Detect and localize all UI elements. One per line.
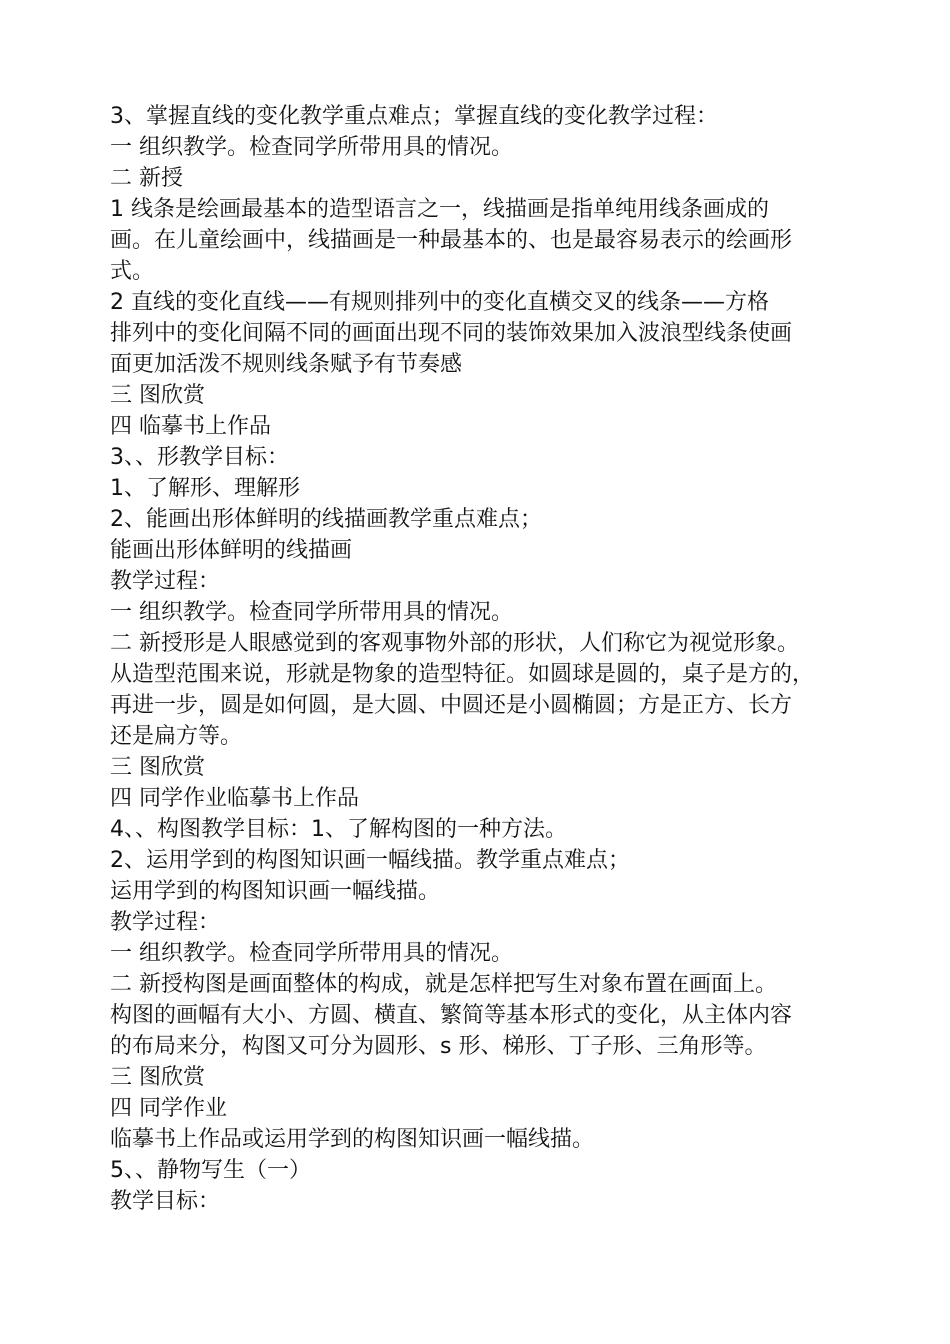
text-line: 还是扁方等。 (110, 724, 243, 749)
text-line: 四 同学作业临摹书上作品 (110, 786, 359, 811)
text-line: 2、运用学到的构图知识画一幅线描。教学重点难点； (110, 848, 630, 873)
text-line: 三 图欣赏 (110, 383, 205, 408)
text-line: 3、掌握直线的变化教学重点难点；掌握直线的变化教学过程： (110, 104, 718, 129)
text-line: 再进一步，圆是如何圆，是大圆、中圆还是小圆椭圆；方是正方、长方 (110, 693, 793, 718)
document-body (110, 101, 850, 1217)
text-line: 四 临摹书上作品 (110, 414, 271, 439)
text-line: 一 组织教学。检查同学所带用具的情况。 (110, 600, 513, 625)
text-line: 三 图欣赏 (110, 755, 205, 780)
text-line: 3、、形教学目标： (110, 445, 289, 470)
text-line: 二 新授 (110, 166, 183, 191)
text-line: 一 组织教学。检查同学所带用具的情况。 (110, 941, 513, 966)
text-line: 能画出形体鲜明的线描画 (110, 538, 353, 563)
text-line: 5、、静物写生（一） (110, 1158, 311, 1183)
text-line: 二 新授形是人眼感觉到的客观事物外部的形状，人们称它为视觉形象。 (110, 631, 799, 656)
text-line: 式。 (110, 259, 155, 284)
text-line: 1、了解形、理解形 (110, 476, 300, 501)
text-line: 1 线条是绘画最基本的造型语言之一，线描画是指单纯用线条画成的 (110, 197, 769, 222)
text-line: 二 新授构图是画面整体的构成，就是怎样把写生对象布置在画面上。 (110, 972, 777, 997)
text-line: 面更加活泼不规则线条赋予有节奏感 (110, 352, 463, 377)
text-line: 教学过程： (110, 910, 221, 935)
text-line: 2、能画出形体鲜明的线描画教学重点难点； (110, 507, 542, 532)
text-line: 一 组织教学。检查同学所带用具的情况。 (110, 135, 513, 160)
text-line: 构图的画幅有大小、方圆、横直、繁简等基本形式的变化，从主体内容 (110, 1003, 793, 1028)
text-line: 四 同学作业 (110, 1096, 227, 1121)
text-line: 运用学到的构图知识画一幅线描。 (110, 879, 441, 904)
text-line: 教学目标： (110, 1189, 221, 1214)
text-line: 画。在儿童绘画中，线描画是一种最基本的、也是最容易表示的绘画形 (110, 228, 793, 253)
text-line: 2 直线的变化直线——有规则排列中的变化直横交叉的线条——方格 (110, 290, 769, 315)
text-line: 从造型范围来说，形就是物象的造型特征。如圆球是圆的，桌子是方的， (110, 662, 815, 687)
text-line: 4、、构图教学目标：1、了解构图的一种方法。 (110, 817, 567, 842)
text-line: 教学过程： (110, 569, 221, 594)
text-line: 三 图欣赏 (110, 1065, 205, 1090)
text-line: 临摹书上作品或运用学到的构图知识画一幅线描。 (110, 1127, 595, 1152)
text-line: 的布局来分，构图又可分为圆形、s 形、梯形、丁子形、三角形等。 (110, 1034, 767, 1059)
text-line: 排列中的变化间隔不同的画面出现不同的装饰效果加入波浪型线条使画 (110, 321, 793, 346)
